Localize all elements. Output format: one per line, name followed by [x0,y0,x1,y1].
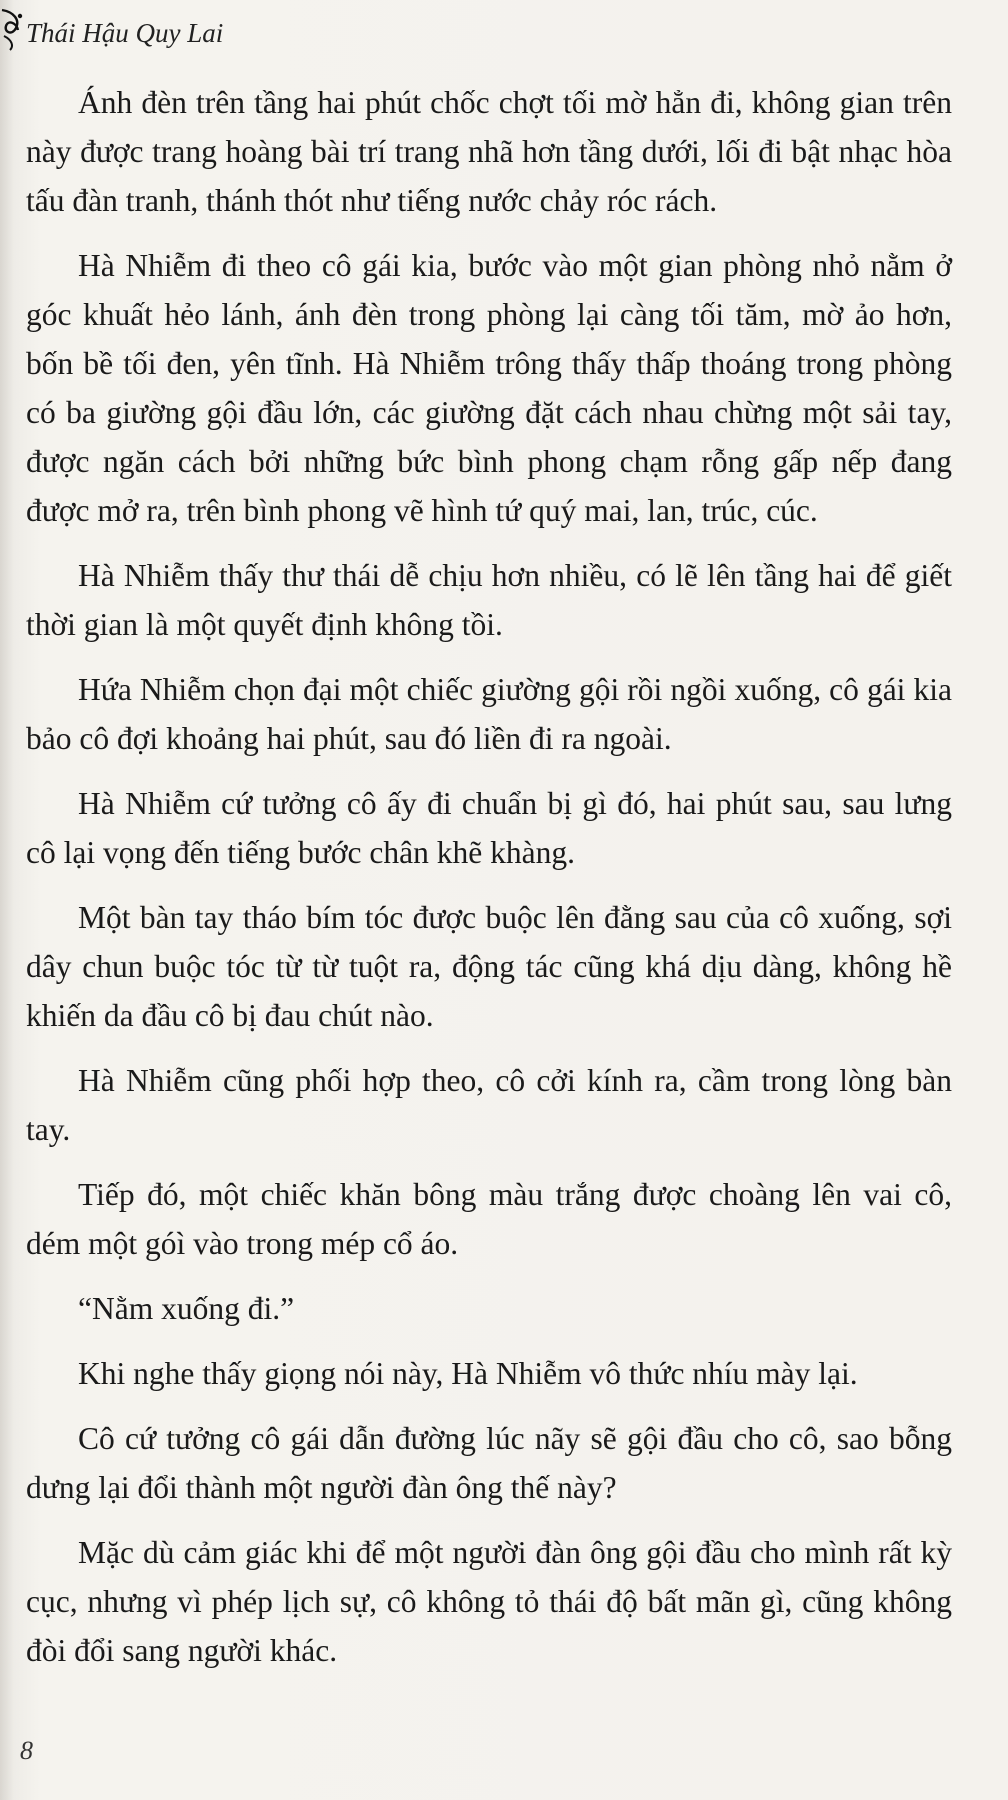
corner-ornament-icon [0,6,26,66]
paragraph: Một bàn tay tháo bím tóc được buộc lên đằng sau của cô xuống, sợi dây chun buộc tóc từ từ tuột ra, động tác cũng khá dịu dàng, không hề khiến da đầu cô bị đau chút nào. [26,900,952,1033]
paragraph: Mặc dù cảm giác khi để một người đàn ông gội đầu cho mình rất kỳ cục, nhưng vì phép lịch sự, cô không tỏ thái độ bất mãn gì, cũng không đòi đổi sang người khác. [26,1535,952,1668]
paragraph: Tiếp đó, một chiếc khăn bông màu trắng được choàng lên vai cô, dém một góì vào trong mép cổ áo. [26,1177,952,1261]
paragraph: Hà Nhiễm cũng phối hợp theo, cô cởi kính ra, cầm trong lòng bàn tay. [26,1063,952,1147]
chapter-body [26,78,952,1691]
page-number: 8 [20,1736,33,1765]
paragraph: Khi nghe thấy giọng nói này, Hà Nhiễm vô thức nhíu mày lại. [78,1356,858,1391]
paragraph: Ánh đèn trên tầng hai phút chốc chợt tối mờ hẳn đi, không gian trên này được trang hoàng bài trí trang nhã hơn tầng dưới, lối đi bật nhạc hòa tấu đàn tranh, thánh thót như tiếng nước chảy róc rách. [26,85,952,218]
paragraph: Cô cứ tưởng cô gái dẫn đường lúc nãy sẽ gội đầu cho cô, sao bỗng dưng lại đổi thành một người đàn ông thế này? [26,1421,952,1505]
paragraph: Hà Nhiễm thấy thư thái dễ chịu hơn nhiều, có lẽ lên tầng hai để giết thời gian là một quyết định không tồi. [26,558,952,642]
paragraph: Hà Nhiễm đi theo cô gái kia, bước vào một gian phòng nhỏ nằm ở góc khuất hẻo lánh, ánh đèn trong phòng lại càng tối tăm, mờ ảo hơn, bốn bề tối đen, yên tĩnh. Hà Nhiễm trông thấy thấp thoáng trong phòng có ba giường gội đầu lớn, các giường đặt cách nhau chừng một sải tay, được ngăn cách bởi những bức bình phong chạm rỗng gấp nếp đang được mở ra, trên bình phong vẽ hình tứ quý mai, lan, trúc, cúc. [26,248,952,528]
paragraph: Hà Nhiễm cứ tưởng cô ấy đi chuẩn bị gì đó, hai phút sau, sau lưng cô lại vọng đến tiếng bước chân khẽ khàng. [26,786,952,870]
running-header-title: Thái Hậu Quy Lai [26,18,224,48]
paragraph: Hứa Nhiễm chọn đại một chiếc giường gội rồi ngồi xuống, cô gái kia bảo cô đợi khoảng hai phút, sau đó liền đi ra ngoài. [26,672,952,756]
paragraph: “Nằm xuống đi.” [78,1291,295,1326]
